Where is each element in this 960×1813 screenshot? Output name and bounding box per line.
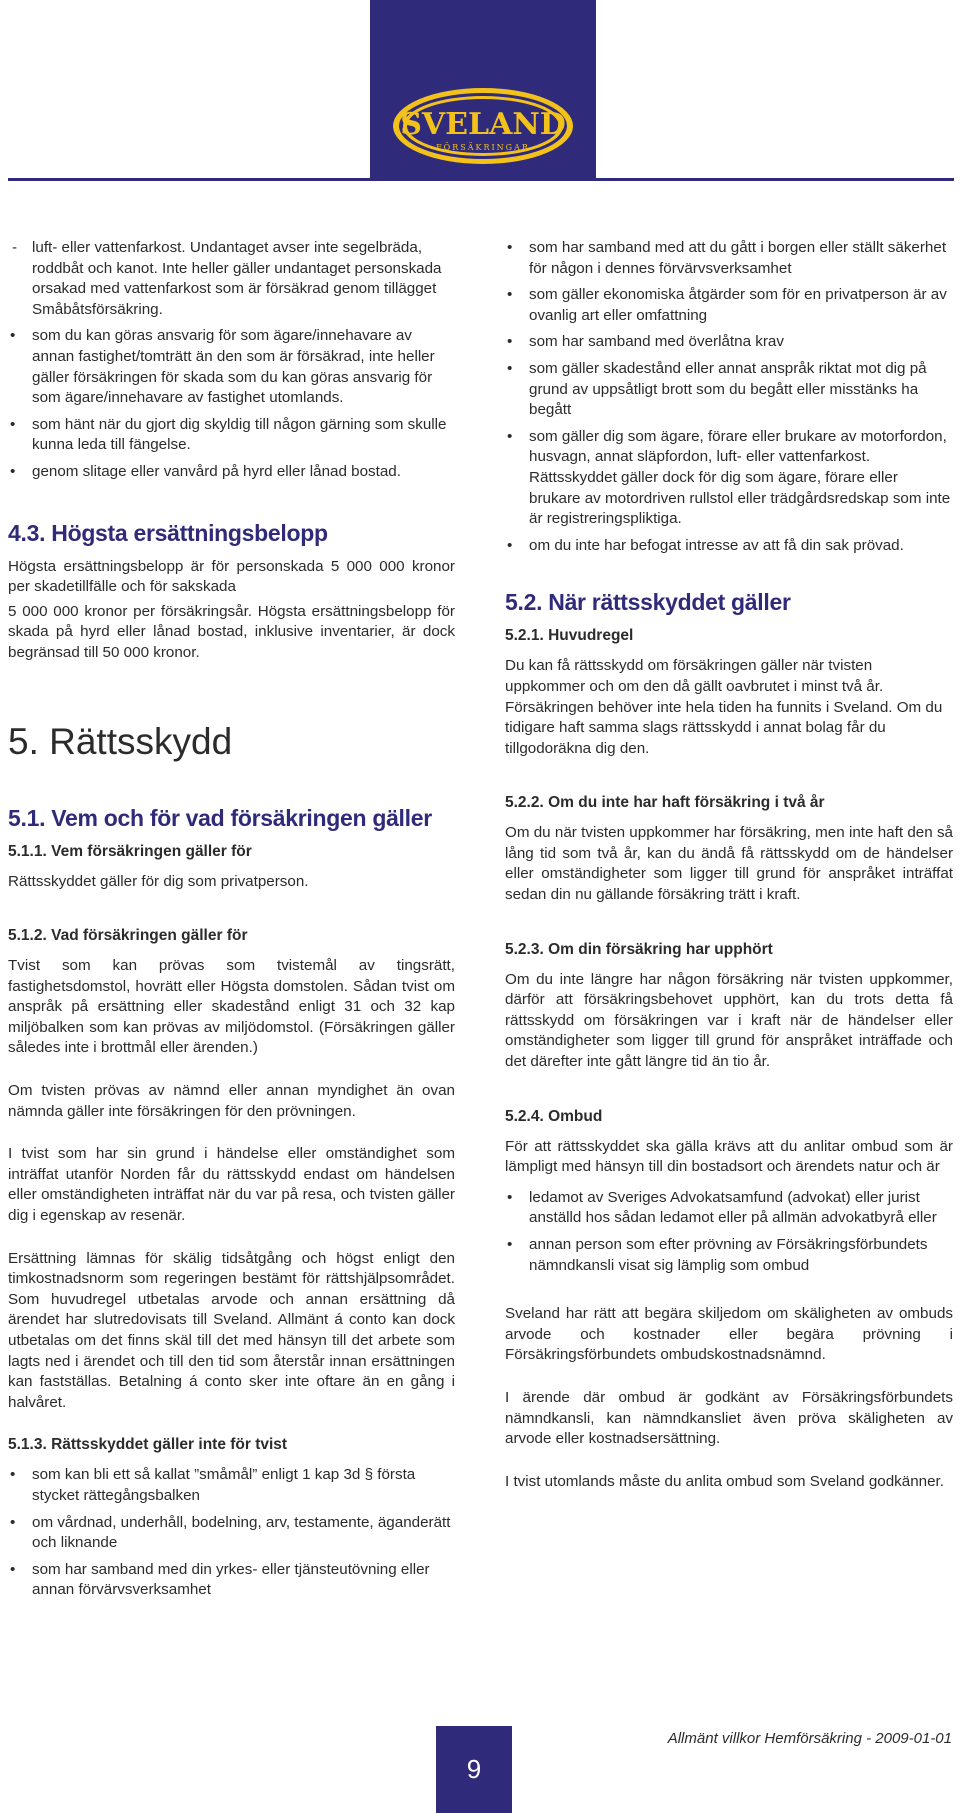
list-item: • om vårdnad, underhåll, bodelning, arv, testamente, äganderätt och liknande bbox=[8, 1513, 455, 1554]
dash-item-text: luft- eller vattenfarkost. Undantaget avser inte segelbräda, roddbåt och kanot. Inte heller gäller undantaget personskada orsakad med vattenfarkost som är försäkrad genom tillägget Småbåtsförsäkring. bbox=[32, 239, 442, 318]
header-rule bbox=[8, 178, 954, 181]
heading-5-1-3: 5.1.3. Rättsskyddet gäller inte för tvist bbox=[8, 1436, 288, 1454]
list-item: • som du kan göras ansvarig för som ägare/innehavare av annan fastighet/tomträtt än den som är försäkrad, inte heller gäller försäkringen för skada som du kan göras ansvarig för som ägare/innehavare av fastighet utomlands. bbox=[8, 326, 455, 408]
paragraph: Ersättning lämnas för skälig tidsåtgång och högst enligt den timkostnadsnorm som regeringen bestämt för rättshjälpsområdet. Som huvudregel utbetalas arvode och annan ersättning då ärendet har slutredovisats till Sveland. Allmänt á conto kan dock utbetalas om det finns skäl till det med hänsyn till det arbete som lagts ned i ärendet och till den tid som återstår innan ersättningen kan fastställas. Betalning á conto sker inte oftare än en gång i halvåret. bbox=[8, 1249, 455, 1411]
paragraph: Om du inte längre har någon försäkring när tvisten uppkommer, därför att försäkringsbehovet upphört, kan du trots detta få rättsskydd om försäkringen var i kraft när de händelser eller omständigheter som ligger till grund för anspråket inträffade och det därefter inte gått längre tid än tio år. bbox=[505, 970, 953, 1071]
list-item: • som har samband med överlåtna krav bbox=[505, 332, 953, 353]
paragraph: Sveland har rätt att begära skiljedom om skäligheten av ombuds arvode och kostnader eller begära prövning i Försäkringsförbundets ombudskostnadsnämnd. bbox=[505, 1305, 953, 1364]
paragraph: För att rättsskyddet ska gälla krävs att du anlitar ombud som är lämpligt med hänsyn till din bostadsort och ärendets natur och är bbox=[505, 1137, 953, 1176]
list-item: • om du inte har befogat intresse av att få din sak prövad. bbox=[505, 536, 953, 557]
footer-doc-title: Allmänt villkor Hemförsäkring - 2009-01-01 bbox=[667, 1730, 952, 1747]
bullet-list-exclusions bbox=[8, 326, 455, 482]
list-item: • som gäller skadestånd eller annat anspråk riktat mot dig på grund av uppsåtligt brott som du begått eller misstänks ha begått bbox=[505, 359, 953, 421]
left-column bbox=[8, 238, 455, 1607]
heading-5-2-2: 5.2.2. Om du inte har haft försäkring i två år bbox=[505, 794, 825, 812]
paragraph: I ärende där ombud är godkänt av Försäkringsförbundets nämndkansli, kan nämndkansliet även pröva skäligheten av arvode eller kostnadsersättning. bbox=[505, 1388, 953, 1448]
list-item: • genom slitage eller vanvård på hyrd eller lånad bostad. bbox=[8, 462, 455, 483]
paragraph: Högsta ersättningsbelopp är för personskada 5 000 000 kronor per skadetillfälle och för sakskada bbox=[8, 557, 455, 596]
list-item: • ledamot av Sveriges Advokatsamfund (advokat) eller jurist anställd hos sådan ledamot eller på allmän advokatbyrå eller bbox=[505, 1188, 953, 1229]
logo-subtext: FÖRSÄKRINGAR bbox=[436, 143, 530, 152]
right-column bbox=[505, 238, 953, 1492]
sveland-logo bbox=[388, 82, 578, 170]
heading-5-2-3: 5.2.3. Om din försäkring har upphört bbox=[505, 940, 773, 958]
page-number: 9 bbox=[436, 1726, 512, 1813]
paragraph: Om tvisten prövas av nämnd eller annan myndighet än ovan nämnda gäller inte försäkringen för den prövningen. bbox=[8, 1082, 455, 1120]
heading-5-2-1: 5.2.1. Huvudregel bbox=[505, 627, 634, 645]
list-item: • som har samband med att du gått i borgen eller ställt säkerhet för någon i dennes förvärvsverksamhet bbox=[505, 238, 953, 279]
list-item: • som kan bli ett så kallat ”småmål” enligt 1 kap 3d § första stycket rättegångsbalken bbox=[8, 1465, 455, 1506]
paragraph: Tvist som kan prövas som tvistemål av tingsrätt, fastighetsdomstol, hovrätt eller Högsta domstolen. Sådan tvist om anspråk på ersättning eller skadestånd enligt 31 och 32 kap miljöbalken som kan prövas av miljödomstol. (Försäkringen gäller således inte i brottmål eller ärenden.) bbox=[8, 957, 455, 1057]
heading-5-2-4: 5.2.4. Ombud bbox=[505, 1107, 603, 1125]
paragraph: Rättsskyddet gäller för dig som privatperson. bbox=[8, 872, 309, 890]
logo-text: SVELAND bbox=[400, 107, 566, 142]
heading-5-2: 5.2. När rättsskyddet gäller bbox=[505, 589, 791, 616]
list-item: • som gäller dig som ägare, förare eller brukare av motorfordon, husvagn, annat släpfordon, luft- eller vattenfarkost. Rättsskyddet gäller dock för dig som ägare, förare eller brukare av motordriven rullstol eller trädgårdsredskap som inte är registreringspliktiga. bbox=[505, 427, 953, 530]
bullet-list-continued bbox=[505, 238, 953, 556]
bullet-list-ombud bbox=[505, 1188, 953, 1276]
heading-5-1: 5.1. Vem och för vad försäkringen gäller bbox=[8, 804, 432, 831]
heading-5-1-1: 5.1.1. Vem försäkringen gäller för bbox=[8, 842, 252, 860]
heading-4-3: 4.3. Högsta ersättningsbelopp bbox=[8, 519, 328, 546]
paragraph: I tvist som har sin grund i händelse eller omständighet som inträffat utanför Norden får du rättsskydd endast om händelsen eller omständigheten inträffat när du var på resa, och tvisten gäller dig i egenskap av resenär. bbox=[8, 1145, 455, 1225]
list-item: • annan person som efter prövning av Försäkringsförbundets nämndkansli visat sig lämplig som ombud bbox=[505, 1235, 953, 1276]
paragraph: I tvist utomlands måste du anlita ombud som Sveland godkänner. bbox=[505, 1472, 944, 1490]
list-item: • som gäller ekonomiska åtgärder som för en privatperson är av ovanlig art eller omfattning bbox=[505, 285, 953, 326]
paragraph: Om du när tvisten uppkommer har försäkring, men inte haft den så lång tid som två år, kan du ändå få rättsskydd om de händelser eller omständigheter som ligger till grund för anspråket inträffat sedan din nu gällande försäkring trätt i kraft. bbox=[505, 824, 953, 904]
bullet-list-5-1-3 bbox=[8, 1465, 455, 1601]
paragraph: 5 000 000 kronor per försäkringsår. Högsta ersättningsbelopp för skada på hyrd eller lånad bostad, inklusive inventarier, är dock begränsad till 50 000 kronor. bbox=[8, 602, 455, 661]
list-item: • som hänt när du gjort dig skyldig till någon gärning som skulle kunna leda till fängelse. bbox=[8, 415, 455, 456]
dash-marker: - bbox=[12, 239, 18, 256]
list-item: • som har samband med din yrkes- eller tjänsteutövning eller annan förvärvsverksamhet bbox=[8, 1560, 455, 1601]
paragraph: Du kan få rättsskydd om försäkringen gäller när tvisten uppkommer och om den då gällt oavbrutet i minst två år. Försäkringen behöver inte hela tiden ha funnits i Sveland. Om du tidigare haft samma slags rättsskydd i annat bolag får du tillgodoräkna dig den. bbox=[505, 657, 943, 757]
heading-5: 5. Rättsskydd bbox=[8, 720, 233, 762]
heading-5-1-2: 5.1.2. Vad försäkringen gäller för bbox=[8, 927, 248, 945]
dash-list-item bbox=[8, 238, 455, 320]
